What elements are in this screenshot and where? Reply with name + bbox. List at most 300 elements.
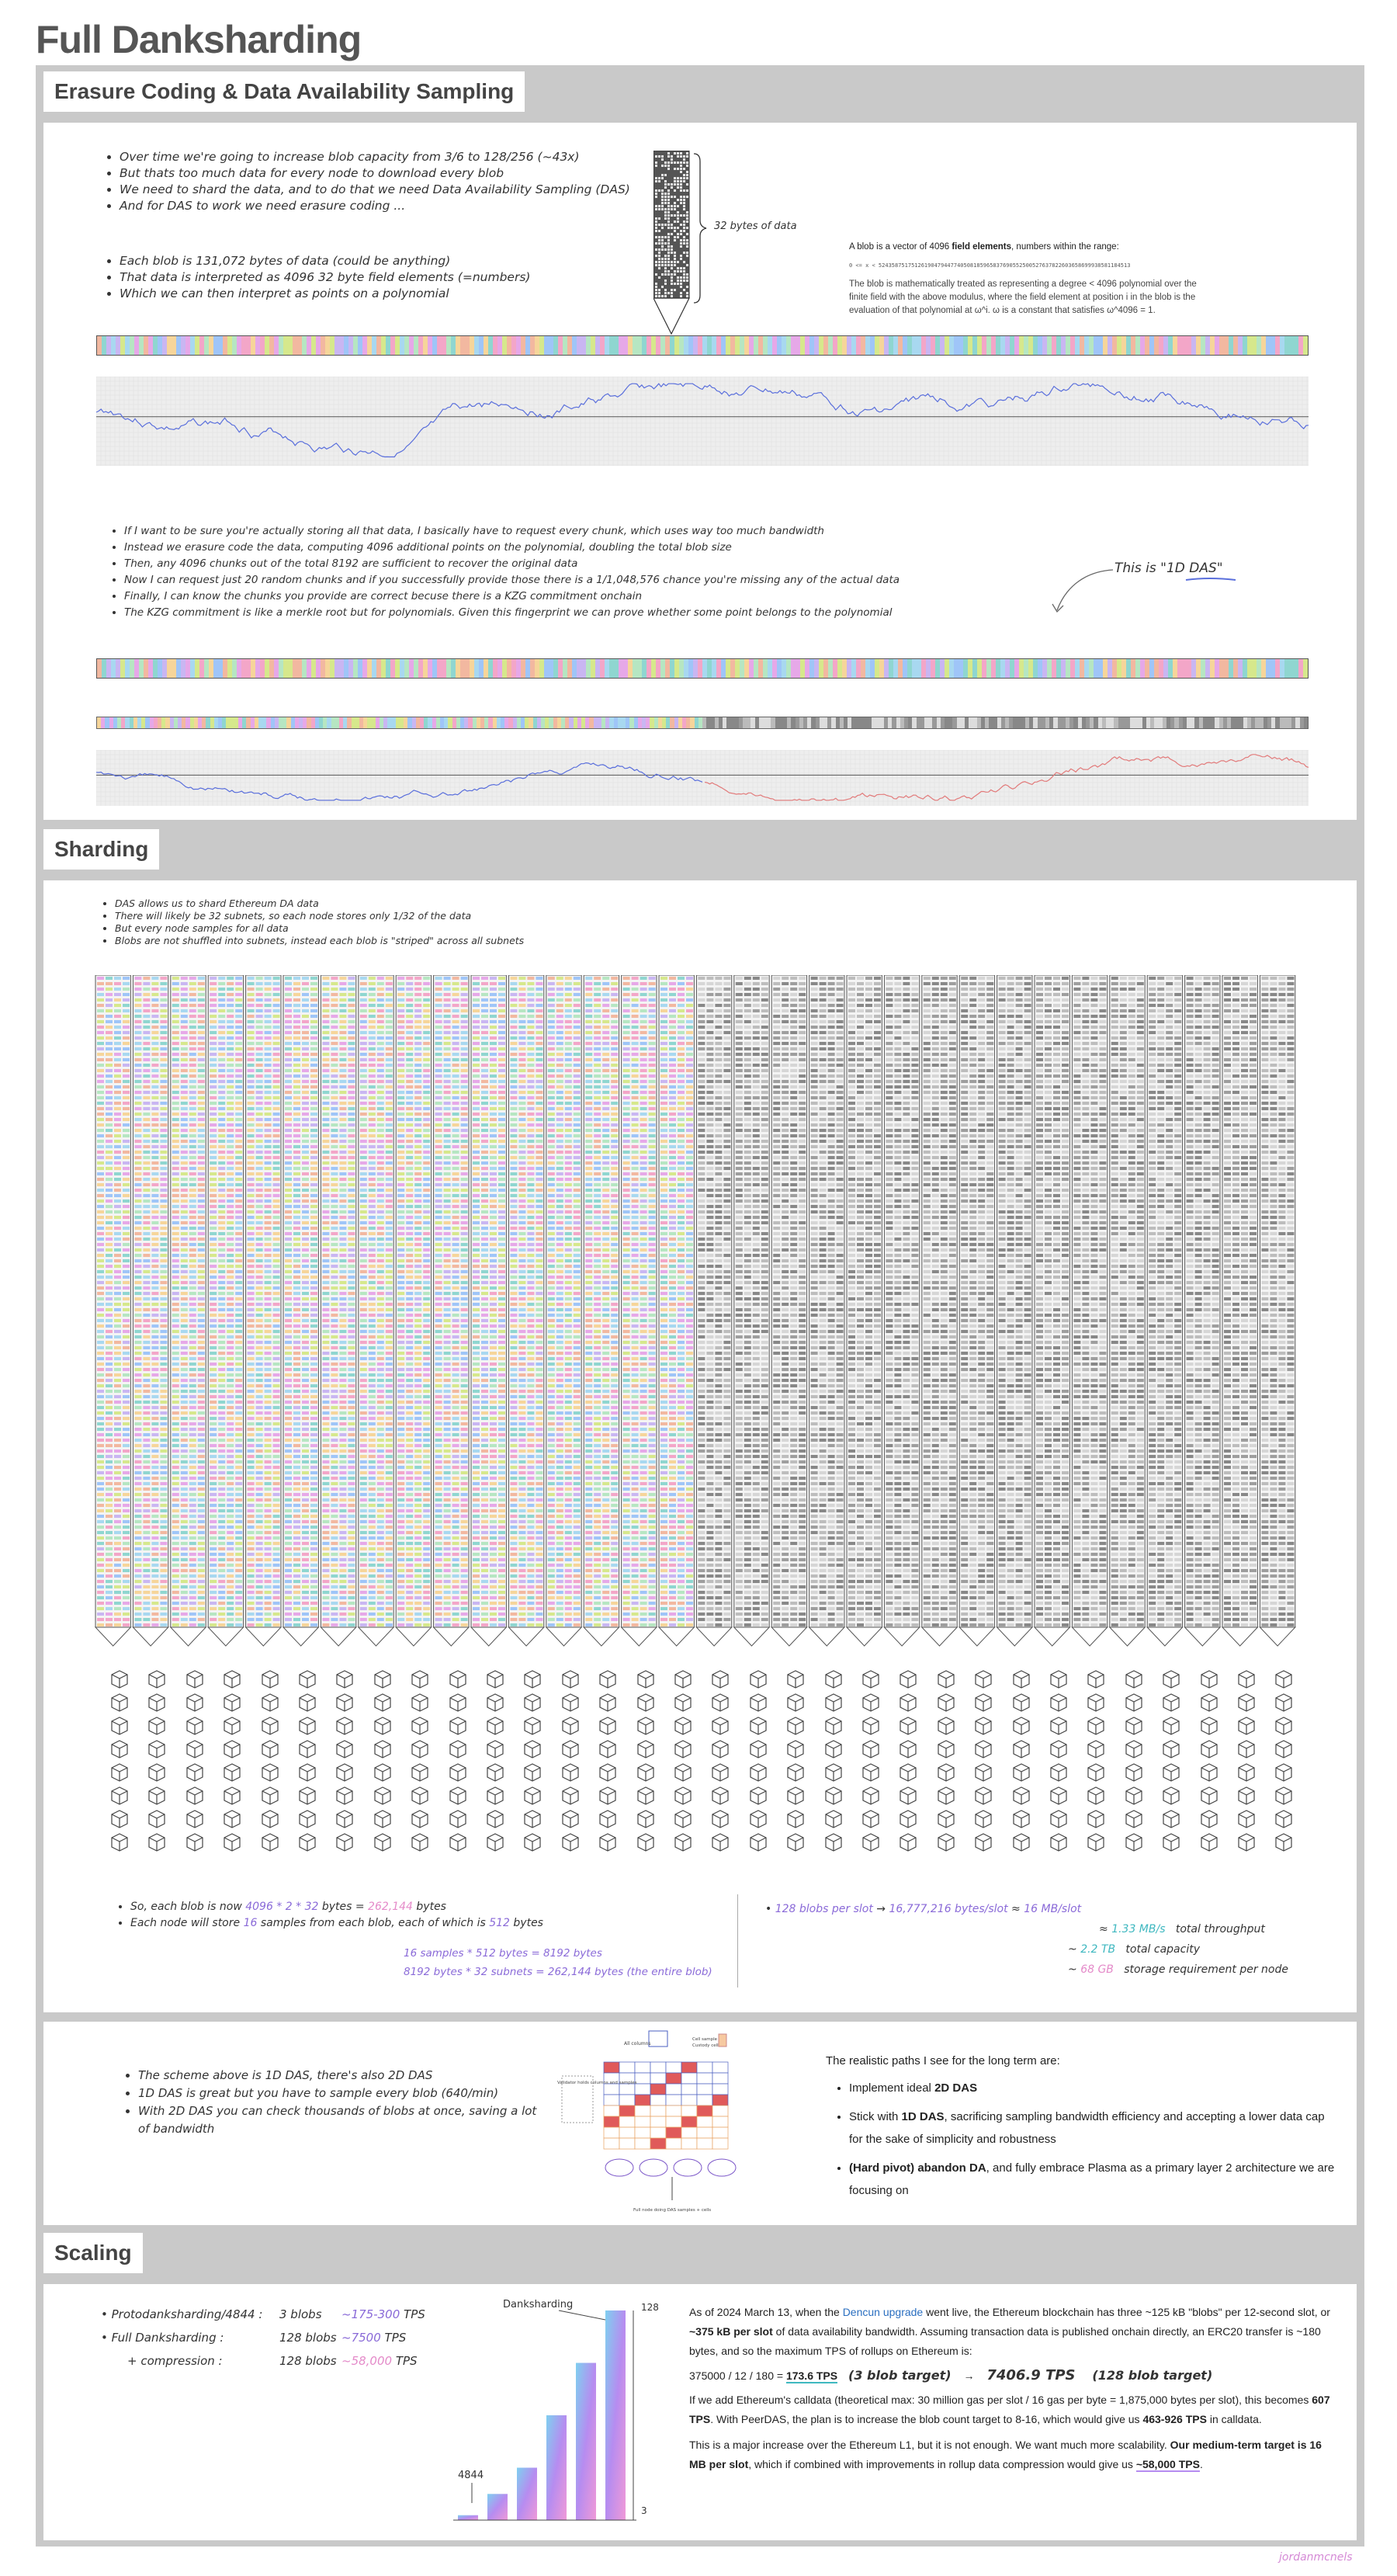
sample-cell [181, 1379, 188, 1382]
sample-cell [302, 1036, 309, 1040]
sample-cell [348, 1265, 355, 1268]
sample-cell [285, 1493, 292, 1496]
blob-bit [674, 227, 676, 229]
sample-cell [302, 1031, 309, 1034]
sample-cell [151, 1172, 158, 1175]
sample-cell [235, 1444, 242, 1447]
sample-cell [248, 1346, 255, 1349]
sample-cell [198, 1145, 205, 1148]
sample-cell [97, 1243, 104, 1246]
sample-cell [97, 1303, 104, 1306]
sample-cell [293, 1401, 300, 1404]
sample-cell [256, 1466, 263, 1469]
sample-cell [134, 1026, 141, 1029]
sample-cell [227, 1069, 234, 1072]
sample-cell [348, 1227, 355, 1230]
sample-cell [322, 1439, 329, 1442]
sample-cell [134, 1113, 141, 1116]
sample-cell [285, 1189, 292, 1192]
blob-bit [655, 292, 657, 294]
sample-cell [339, 988, 346, 991]
sample-cell [248, 1335, 255, 1338]
sample-cell [210, 1009, 217, 1012]
blob-bit [667, 217, 670, 220]
blob-bit [667, 189, 670, 192]
sample-cell [114, 1471, 121, 1474]
sample-cell [273, 1602, 280, 1605]
sample-cell [273, 1297, 280, 1300]
sample-cell [348, 1314, 355, 1317]
sample-cell [348, 1488, 355, 1491]
blob-bit [655, 283, 657, 285]
sample-cell [106, 1509, 113, 1512]
sample-cell [143, 1091, 150, 1094]
sample-cell [227, 1324, 234, 1328]
sample-cell [123, 1259, 130, 1262]
sample-cell [273, 1205, 280, 1208]
blob-bit [683, 230, 685, 232]
sample-cell [218, 1384, 225, 1387]
sample-cell [189, 1449, 196, 1453]
sample-cell [285, 1607, 292, 1610]
sample-cell [218, 1096, 225, 1099]
das-bullet: • Finally, I can know the chunks you provide are correct becuse there is a KZG commitment onchain [124, 588, 1195, 605]
sample-cell [339, 1053, 346, 1056]
sample-cell [210, 1324, 217, 1328]
sample-cell [248, 1428, 255, 1431]
sample-cell [227, 1330, 234, 1333]
sample-cell [134, 1286, 141, 1290]
sample-cell [310, 1189, 317, 1192]
sample-cell [106, 1580, 113, 1583]
sample-cell [248, 1102, 255, 1105]
sample-cell [123, 1531, 130, 1534]
sample-cell [285, 1547, 292, 1550]
sample-cell [273, 1047, 280, 1050]
sample-cell [151, 1433, 158, 1436]
sharding-bullets [98, 897, 813, 947]
sample-cell [97, 1080, 104, 1083]
sample-cell [151, 1183, 158, 1186]
sample-cell [248, 1324, 255, 1328]
sample-cell [114, 1422, 121, 1425]
sample-cell [143, 1107, 150, 1110]
das-bullet: • The KZG commitment is like a merkle root but for polynomials. Given this fingerprint we can prove whether some point belongs to the polynomial [124, 605, 1195, 621]
sample-cell [198, 1477, 205, 1480]
blob-bit [671, 292, 673, 294]
sample-cell [160, 1422, 167, 1425]
sample-cell [348, 1031, 355, 1034]
sample-cell [285, 1395, 292, 1398]
sample-cell [97, 1134, 104, 1137]
sample-cell [348, 998, 355, 1002]
blob-bit [671, 273, 673, 276]
sample-cell [114, 1477, 121, 1480]
sample-cell [248, 1319, 255, 1322]
sample-cell [218, 1618, 225, 1621]
sample-cell [256, 1292, 263, 1295]
sample-cell [172, 1564, 179, 1567]
sample-cell [151, 1585, 158, 1588]
sample-cell [265, 1574, 272, 1578]
sample-cell [151, 1319, 158, 1322]
sample-cell [198, 1194, 205, 1197]
blob-bit [658, 292, 660, 294]
sample-cell [293, 1102, 300, 1105]
sample-cell [265, 1569, 272, 1572]
sample-cell [339, 1411, 346, 1415]
sample-cell [248, 1368, 255, 1371]
sample-cell [227, 1194, 234, 1197]
blob-bit [671, 155, 673, 158]
sample-cell [339, 1232, 346, 1235]
sample-cell [151, 1574, 158, 1578]
sample-cell [160, 1276, 167, 1279]
sample-cell [143, 1471, 150, 1474]
sample-cell [285, 1265, 292, 1268]
sample-cell [256, 1547, 263, 1550]
sample-cell [285, 1363, 292, 1366]
sample-cell [256, 1363, 263, 1366]
sample-cell [151, 1020, 158, 1023]
sample-cell [293, 1417, 300, 1420]
sample-cell [143, 1591, 150, 1594]
sample-cell [160, 1596, 167, 1599]
sample-cell [181, 1515, 188, 1518]
sample-cell [322, 1216, 329, 1219]
sample-cell [273, 1585, 280, 1588]
sample-cell [189, 1199, 196, 1203]
sample-cell [265, 1042, 272, 1045]
sample-cell [134, 1384, 141, 1387]
blob-bit [677, 217, 679, 220]
sample-cell [114, 1085, 121, 1088]
blob-bit [683, 174, 685, 176]
blob-bit [683, 289, 685, 291]
sample-cell [348, 1335, 355, 1338]
sample-cell [273, 1596, 280, 1599]
sample-cell [293, 1058, 300, 1061]
sample-cell [265, 1053, 272, 1056]
sample-cell [339, 1286, 346, 1290]
sample-cell [302, 1580, 309, 1583]
blob-bit [667, 239, 670, 241]
sample-cell [339, 1449, 346, 1453]
sample-cell [106, 1286, 113, 1290]
sample-cell [227, 1129, 234, 1132]
sample-cell [218, 1346, 225, 1349]
sample-cell [348, 1020, 355, 1023]
sample-cell [198, 1031, 205, 1034]
sample-cell [273, 1276, 280, 1279]
sample-cell [151, 1058, 158, 1061]
sample-cell [210, 1488, 217, 1491]
sample-cell [97, 1482, 104, 1485]
sample-cell [114, 1493, 121, 1496]
sample-cell [273, 1031, 280, 1034]
sample-cell [310, 1526, 317, 1529]
sample-cell [285, 1047, 292, 1050]
sample-cell [114, 1036, 121, 1040]
sample-cell [348, 1210, 355, 1213]
sample-cell [114, 1531, 121, 1534]
blob-bit [658, 208, 660, 210]
sample-cell [181, 1531, 188, 1534]
sample-cell [189, 1276, 196, 1279]
sample-cell [134, 1009, 141, 1012]
sample-cell [134, 1558, 141, 1561]
sample-cell [273, 1357, 280, 1360]
sample-cell [273, 1238, 280, 1241]
sample-cell [106, 1129, 113, 1132]
sample-cell [348, 1113, 355, 1116]
blob-bit [667, 208, 670, 210]
sample-cell [210, 982, 217, 985]
sample-cell [114, 1118, 121, 1121]
sample-cell [151, 1602, 158, 1605]
sample-cell [265, 1314, 272, 1317]
blob-bit [677, 177, 679, 179]
blob-bit [658, 189, 660, 192]
sample-cell [189, 1303, 196, 1306]
sample-cell [143, 1281, 150, 1284]
sample-cell [106, 1314, 113, 1317]
sample-cell [134, 1134, 141, 1137]
sample-cell [339, 982, 346, 985]
sample-cell [273, 1281, 280, 1284]
sample-cell [273, 1303, 280, 1306]
sample-cell [273, 1477, 280, 1480]
sample-cell [198, 1406, 205, 1409]
sample-cell [227, 1232, 234, 1235]
blob-bit [686, 279, 688, 282]
blob-bit [655, 180, 657, 182]
sample-cell [256, 1270, 263, 1273]
sample-cell [322, 1227, 329, 1230]
sample-cell [134, 1308, 141, 1311]
sample-cell [310, 1145, 317, 1148]
sample-cell [339, 1113, 346, 1116]
sample-cell [339, 1248, 346, 1252]
sample-cell [331, 1178, 338, 1181]
sample-cell [265, 1227, 272, 1230]
sample-cell [160, 1574, 167, 1578]
sample-cell [227, 1183, 234, 1186]
sample-cell [256, 982, 263, 985]
sample-cell [134, 1129, 141, 1132]
sample-cell [181, 1276, 188, 1279]
sample-cell [256, 1123, 263, 1127]
sample-cell [248, 1449, 255, 1453]
sample-cell [285, 1031, 292, 1034]
sample-cell [285, 1053, 292, 1056]
sample-cell [172, 1493, 179, 1496]
sample-cell [331, 1297, 338, 1300]
sample-cell [285, 1172, 292, 1175]
sample-cell [106, 1292, 113, 1295]
sample-cell [106, 1602, 113, 1605]
sample-cell [181, 1314, 188, 1317]
sample-cell [293, 1189, 300, 1192]
sample-cell [123, 1248, 130, 1252]
sample-cell [97, 1276, 104, 1279]
sample-cell [273, 1504, 280, 1507]
sample-cell [227, 1107, 234, 1110]
sample-cell [114, 1178, 121, 1181]
sample-cell [189, 1357, 196, 1360]
sample-cell [273, 1509, 280, 1512]
sample-cell [322, 1297, 329, 1300]
sample-cell [322, 1477, 329, 1480]
sample-cell [134, 993, 141, 996]
sample-cell [198, 1216, 205, 1219]
sample-cell [293, 1574, 300, 1578]
sample-cell [97, 1477, 104, 1480]
sample-cell [218, 1102, 225, 1105]
sample-cell [106, 1118, 113, 1121]
sample-cell [181, 1330, 188, 1333]
sample-cell [310, 1254, 317, 1257]
sample-cell [322, 1449, 329, 1453]
sample-cell [227, 1248, 234, 1252]
blob-bit [667, 255, 670, 257]
sample-cell [285, 1623, 292, 1626]
sample-cell [114, 1232, 121, 1235]
sample-cell [256, 1036, 263, 1040]
sample-cell [248, 1058, 255, 1061]
sample-cell [348, 993, 355, 996]
sample-cell [348, 1254, 355, 1257]
sample-cell [322, 1422, 329, 1425]
sample-cell [348, 1232, 355, 1235]
sample-cell [114, 1102, 121, 1105]
sample-cell [151, 1553, 158, 1556]
sample-cell [310, 1488, 317, 1491]
sample-cell [235, 1460, 242, 1463]
sample-cell [198, 1618, 205, 1621]
sample-cell [293, 1449, 300, 1453]
sample-cell [302, 1618, 309, 1621]
sample-cell [198, 1602, 205, 1605]
sample-cell [265, 1460, 272, 1463]
sample-cell [227, 1373, 234, 1377]
sample-cell [227, 1363, 234, 1366]
sample-cell [160, 1042, 167, 1045]
sample-cell [106, 1368, 113, 1371]
sample-cell [310, 1395, 317, 1398]
sample-cell [181, 1526, 188, 1529]
sample-cell [123, 1509, 130, 1512]
sample-cell [143, 1558, 150, 1561]
blob-bit [661, 248, 664, 251]
sample-cell [210, 1292, 217, 1295]
sample-cell [160, 1346, 167, 1349]
sample-cell [265, 1118, 272, 1121]
sample-cell [265, 1536, 272, 1540]
sample-cell [248, 1613, 255, 1616]
sample-cell [256, 1460, 263, 1463]
sample-cell [160, 1102, 167, 1105]
sample-cell [181, 1058, 188, 1061]
sample-cell [160, 1221, 167, 1224]
sample-cell [265, 1096, 272, 1099]
sample-cell [339, 1330, 346, 1333]
sample-cell [322, 1265, 329, 1268]
sample-cell [210, 1363, 217, 1366]
sample-cell [310, 1129, 317, 1132]
blob-bit [655, 255, 657, 257]
sample-cell [143, 1401, 150, 1404]
sample-cell [114, 1368, 121, 1371]
sample-cell [123, 998, 130, 1002]
sample-cell [218, 1020, 225, 1023]
sample-cell [322, 1308, 329, 1311]
sample-cell [181, 1020, 188, 1023]
sample-cell [143, 1520, 150, 1523]
sample-cell [218, 1183, 225, 1186]
sample-cell [210, 1080, 217, 1083]
sample-cell [151, 1036, 158, 1040]
sample-cell [123, 1580, 130, 1583]
sharding-bullet: • Blobs are not shuffled into subnets, instead each blob is "striped" across all subnets [115, 935, 813, 947]
sample-cell [273, 1123, 280, 1127]
sample-cell [302, 1102, 309, 1105]
sample-cell [227, 1145, 234, 1148]
sample-cell [310, 1602, 317, 1605]
sample-cell [189, 1471, 196, 1474]
sample-cell [160, 1020, 167, 1023]
sample-cell [248, 1547, 255, 1550]
sample-cell [181, 1015, 188, 1018]
sample-cell [265, 1113, 272, 1116]
sample-cell [151, 998, 158, 1002]
sample-cell [348, 1417, 355, 1420]
blob-bit [664, 183, 667, 186]
sample-cell [97, 1618, 104, 1621]
sample-cell [160, 1477, 167, 1480]
sample-cell [256, 1134, 263, 1137]
sample-cell [172, 1276, 179, 1279]
blob-bit [661, 261, 664, 263]
sample-cell [248, 1488, 255, 1491]
sample-cell [181, 1178, 188, 1181]
sample-cell [189, 1292, 196, 1295]
sample-cell [310, 1439, 317, 1442]
sample-cell [172, 1227, 179, 1230]
subnet-funnel [133, 1627, 168, 1646]
blob-bit [677, 233, 679, 235]
sample-cell [172, 993, 179, 996]
sample-cell [331, 1227, 338, 1230]
sample-cell [114, 1509, 121, 1512]
sample-cell [134, 1074, 141, 1078]
sample-cell [273, 1433, 280, 1436]
sample-cell [285, 1580, 292, 1583]
sample-cell [227, 1118, 234, 1121]
sample-cell [189, 1161, 196, 1165]
blob-bit [661, 199, 664, 201]
sample-cell [143, 1569, 150, 1572]
sample-cell [265, 1156, 272, 1159]
sample-cell [123, 1324, 130, 1328]
sample-cell [160, 1531, 167, 1534]
sample-cell [310, 1411, 317, 1415]
extended-polynomial-chart [96, 750, 1309, 806]
sample-cell [172, 1618, 179, 1621]
sample-cell [273, 1591, 280, 1594]
sample-cell [248, 1151, 255, 1154]
sample-cell [97, 1460, 104, 1463]
